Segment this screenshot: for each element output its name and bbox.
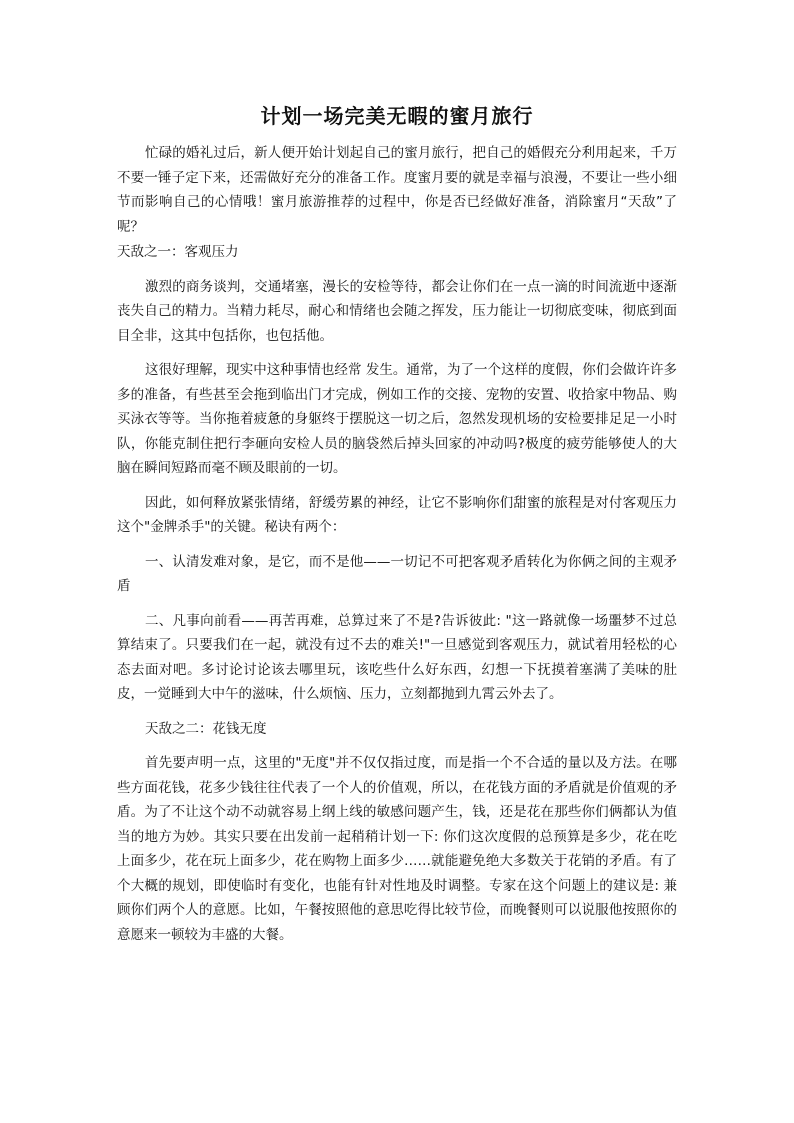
document-title: 计划一场完美无暇的蜜月旅行 bbox=[260, 104, 534, 128]
tip-two-paragraph: 二、凡事向前看——再苦再难，总算过来了不是?告诉彼此: "这一路就像一场噩梦不过总算结束了。只要我们在一起，就没有过不去的难关!"一旦感觉到客观压力，就试着用轻松的心态去面对吧。多讨论讨论该去哪里玩，该吃些什么好东西，幻想一下抚摸着塞满了美味的肚皮，一觉睡到大中午的滋味，什么烦恼、压力，立刻都抛到九霄云外去了。 bbox=[117, 612, 677, 702]
paragraph-money: 首先要声明一点，这里的"无度"并不仅仅指过度，而是指一个不合适的量以及方法。在哪些方面花钱，花多少钱往往代表了一个人的价值观，所以，在花钱方面的矛盾就是价值观的矛盾。为了不让这个动不动就容易上纲上线的敏感问题产生，钱，还是花在那些你们俩都认为值当的地方为妙。其实只要在出发前一起稍稍计划一下: 你们这次度假的总预算是多少，花在吃上面多少，花在玩上面多少，花在购物上面多少……就能避免绝大多数关于花销的矛盾。有了个大概的规划，即使临时有变化，也能有针对性地及时调整。专家在这个问题上的建议是: 兼顾你们两个人的意愿。比如，午餐按照他的意思吃得比较节俭，而晚餐则可以说服他按照你的意愿来一顿较为丰盛的大餐。 bbox=[117, 755, 677, 943]
paragraph-stress-2: 这很好理解，现实中这种事情也经常 发生。通常，为了一个这样的度假，你们会做许许多多的准备，有些甚至会拖到临出门才完成，例如工作的交接、宠物的安置、收拾家中物品、购买泳衣等等。当你拖着疲惫的身躯终于摆脱这一切之后，忽然发现机场的安检要排足足一小时队，你能克制住把行李砸向安检人员的脑袋然后掉头回家的冲动吗?极度的疲劳能够使人的大脑在瞬间短路而毫不顾及眼前的一切。 bbox=[117, 362, 677, 476]
document-page bbox=[117, 100, 677, 947]
section-heading-1: 天敌之一：客观压力 bbox=[117, 244, 239, 260]
paragraph-stress-1: 激烈的商务谈判，交通堵塞，漫长的安检等待，都会让你们在一点一滴的时间流逝中逐渐丧失自己的精力。当精力耗尽，耐心和情绪也会随之挥发，压力能让一切彻底变味，彻底到面目全非，这其中包括你，也包括他。 bbox=[117, 278, 677, 344]
paragraph-stress-3: 因此，如何释放紧张情绪，舒缓劳累的神经，让它不影响你们甜蜜的旅程是对付客观压力这个"金牌杀手"的关键。秘诀有两个： bbox=[117, 494, 677, 535]
intro-paragraph: 忙碌的婚礼过后，新人便开始计划起自己的蜜月旅行，把自己的婚假充分利用起来，千万不要一锤子定下来，还需做好充分的准备工作。度蜜月要的就是幸福与浪漫，不要让一些小细节而影响自己的心情哦！蜜月旅游推荐的过程中，你是否已经做好准备，消除蜜月“天敌”了呢？ bbox=[117, 145, 677, 235]
tip-one-paragraph: 一、认清发难对象，是它，而不是他——一切记不可把客观矛盾转化为你俩之间的主观矛盾 bbox=[117, 553, 677, 594]
section-heading-2: 天敌之二：花钱无度 bbox=[145, 720, 267, 737]
